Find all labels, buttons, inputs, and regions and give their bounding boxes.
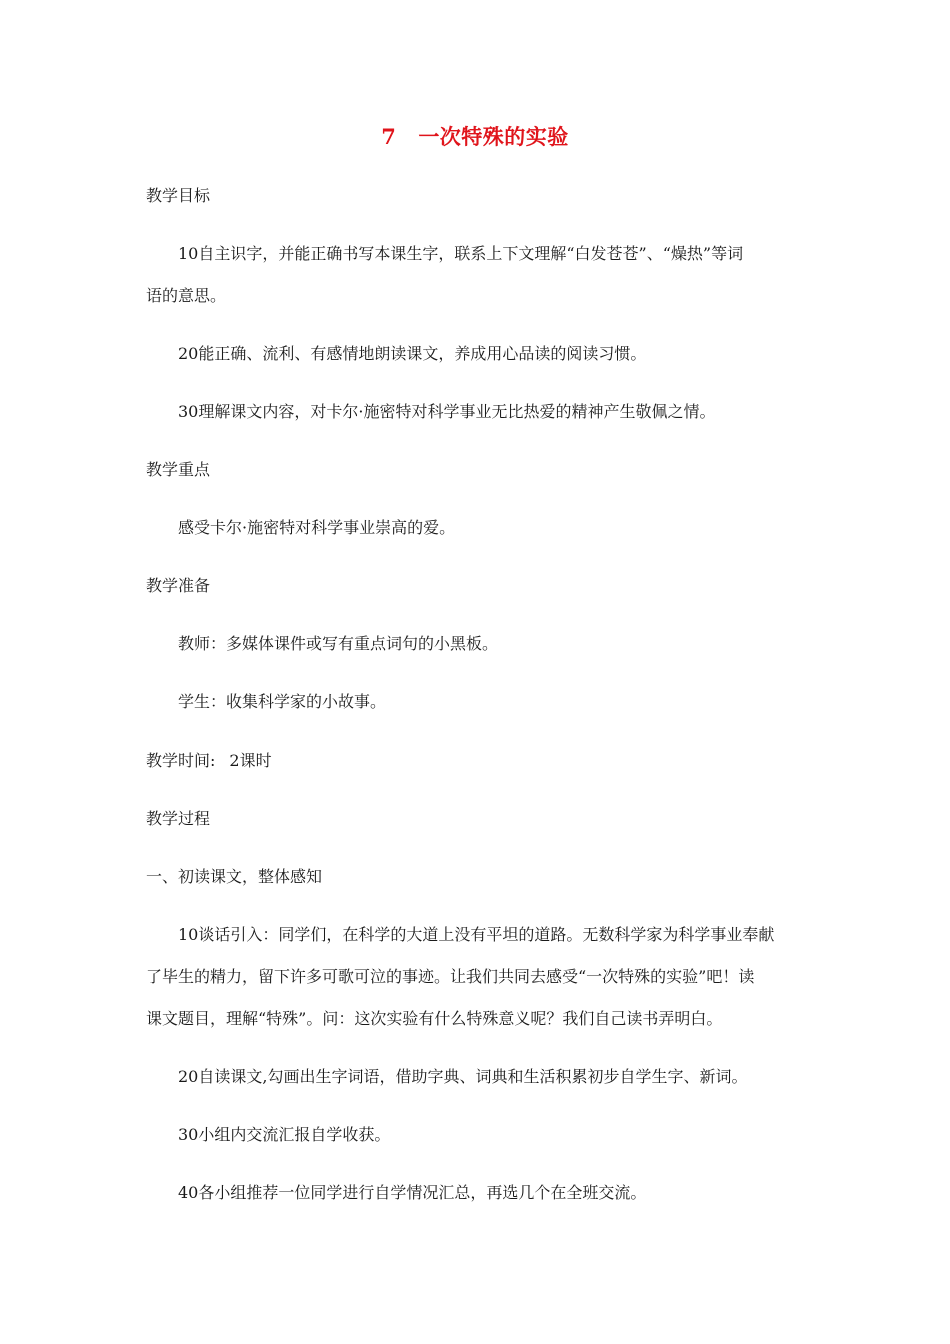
goal-2: 20能正确、流利、有感情地朗读课文，养成用心品读的阅读习惯。 — [178, 344, 647, 363]
goals-heading: 教学目标 — [146, 186, 211, 205]
prep-heading: 教学准备 — [146, 576, 211, 595]
goal-3: 30理解课文内容，对卡尔·施密特对科学事业无比热爱的精神产生敬佩之情。 — [178, 402, 716, 421]
prep-student: 学生：收集科学家的小故事。 — [178, 692, 387, 711]
teaching-time — [146, 750, 272, 772]
lesson-title: 一次特殊的实验 — [418, 124, 569, 149]
step-3: 30小组内交流汇报自学收获。 — [178, 1125, 391, 1144]
focus-text: 感受卡尔·施密特对科学事业崇高的爱。 — [178, 518, 456, 537]
focus-heading: 教学重点 — [146, 460, 211, 479]
lesson-number: 7 — [381, 124, 397, 149]
goal-1-line-1: 10自主识字，并能正确书写本课生字，联系上下文理解“白发苍苍”、“燥热”等词 — [178, 244, 744, 263]
step-2: 20自读课文,勾画出生字词语，借助字典、词典和生活积累初步自学生字、新词。 — [178, 1067, 748, 1086]
part-1-heading: 一、初读课文，整体感知 — [146, 867, 323, 886]
time-label: 教学时间: — [146, 751, 216, 770]
step-4: 40各小组推荐一位同学进行自学情况汇总，再选几个在全班交流。 — [178, 1183, 647, 1202]
time-value: 2课时 — [229, 751, 272, 770]
prep-teacher: 教师：多媒体课件或写有重点词句的小黑板。 — [178, 634, 499, 653]
process-heading: 教学过程 — [146, 809, 211, 828]
goal-1-line-2: 语的意思。 — [146, 286, 227, 305]
step-1-line-2: 了毕生的精力，留下许多可歌可泣的事迹。让我们共同去感受“一次特殊的实验”吧！读 — [146, 967, 755, 986]
step-1-line-1: 10谈话引入：同学们，在科学的大道上没有平坦的道路。无数科学家为科学事业奉献 — [178, 925, 775, 944]
page-title — [0, 122, 950, 152]
step-1-line-3: 课文题目，理解“特殊”。问：这次实验有什么特殊意义呢？我们自己读书弄明白。 — [146, 1009, 723, 1028]
